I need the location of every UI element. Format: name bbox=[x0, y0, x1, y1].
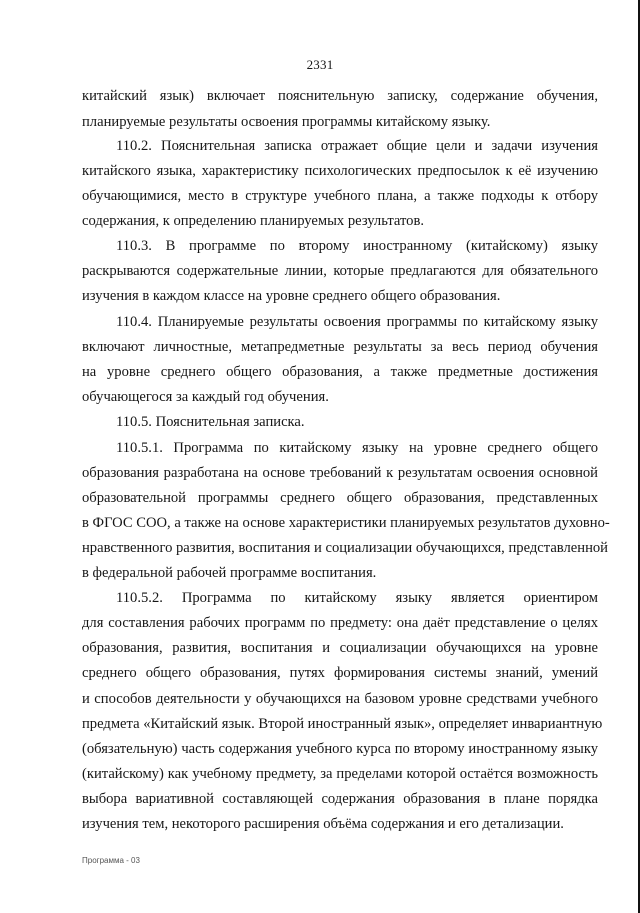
text-line: для составления рабочих программ по предмету: она даёт представление о целях bbox=[82, 615, 598, 631]
text-line: и способов деятельности у обучающихся на базовом уровне средствами учебного bbox=[82, 691, 598, 707]
text-line: в федеральной рабочей программе воспитания. bbox=[82, 565, 377, 581]
text-line: среднего общего образования, путях формирования системы знаний, умений bbox=[82, 665, 598, 681]
paragraph-start-line: 110.3. В программе по второму иностранному (китайскому) языку bbox=[116, 238, 598, 254]
text-line: китайский язык) включает пояснительную записку, содержание обучения, bbox=[82, 88, 598, 104]
text-line: китайского языка, характеристику психологических предпосылок к её изучению bbox=[82, 163, 598, 179]
paragraph-start-line: 110.5. Пояснительная записка. bbox=[116, 414, 305, 430]
text-line: изучения тем, некоторого расширения объёма содержания и его детализации. bbox=[82, 816, 564, 832]
paragraph-start-line: 110.4. Планируемые результаты освоения программы по китайскому языку bbox=[116, 314, 598, 330]
text-line: на уровне среднего общего образования, а также предметные достижения bbox=[82, 364, 598, 380]
paragraph-start-line: 110.2. Пояснительная записка отражает общие цели и задачи изучения bbox=[116, 138, 598, 154]
text-line: обучающегося за каждый год обучения. bbox=[82, 389, 329, 405]
text-line: образования разработана на основе требований к результатам освоения основной bbox=[82, 465, 598, 481]
text-line: раскрываются содержательные линии, которые предлагаются для обязательного bbox=[82, 263, 598, 279]
text-line: включают личностные, метапредметные результаты за весь период обучения bbox=[82, 339, 598, 355]
text-line: в ФГОС СОО, а также на основе характеристики планируемых результатов духовно- bbox=[82, 515, 610, 531]
text-line: изучения в каждом классе на уровне среднего общего образования. bbox=[82, 288, 501, 304]
text-line: планируемые результаты освоения программы китайскому языку. bbox=[82, 114, 491, 130]
text-line: (обязательную) часть содержания учебного курса по второму иностранному языку bbox=[82, 741, 598, 757]
text-line: образования, развития, воспитания и социализации обучающихся на уровне bbox=[82, 640, 598, 656]
text-line: обучающимися, место в структуре учебного плана, а также подходы к отбору bbox=[82, 188, 598, 204]
text-line: (китайскому) как учебному предмету, за пределами которой остаётся возможность bbox=[82, 766, 598, 782]
text-line: предмета «Китайский язык. Второй иностранный язык», определяет инвариантную bbox=[82, 716, 603, 732]
text-line: содержания, к определению планируемых результатов. bbox=[82, 213, 424, 229]
page-number: 2331 bbox=[306, 57, 334, 72]
paragraph-start-line: 110.5.2. Программа по китайскому языку является ориентиром bbox=[116, 590, 598, 606]
page-footer: Программа - 03 bbox=[82, 856, 140, 865]
text-line: образовательной программы среднего общего образования, представленных bbox=[82, 490, 598, 506]
text-line: выбора вариативной составляющей содержания образования в плане порядка bbox=[82, 791, 598, 807]
text-line: нравственного развития, воспитания и социализации обучающихся, представленной bbox=[82, 540, 608, 556]
paragraph-start-line: 110.5.1. Программа по китайскому языку на уровне среднего общего bbox=[116, 440, 598, 456]
